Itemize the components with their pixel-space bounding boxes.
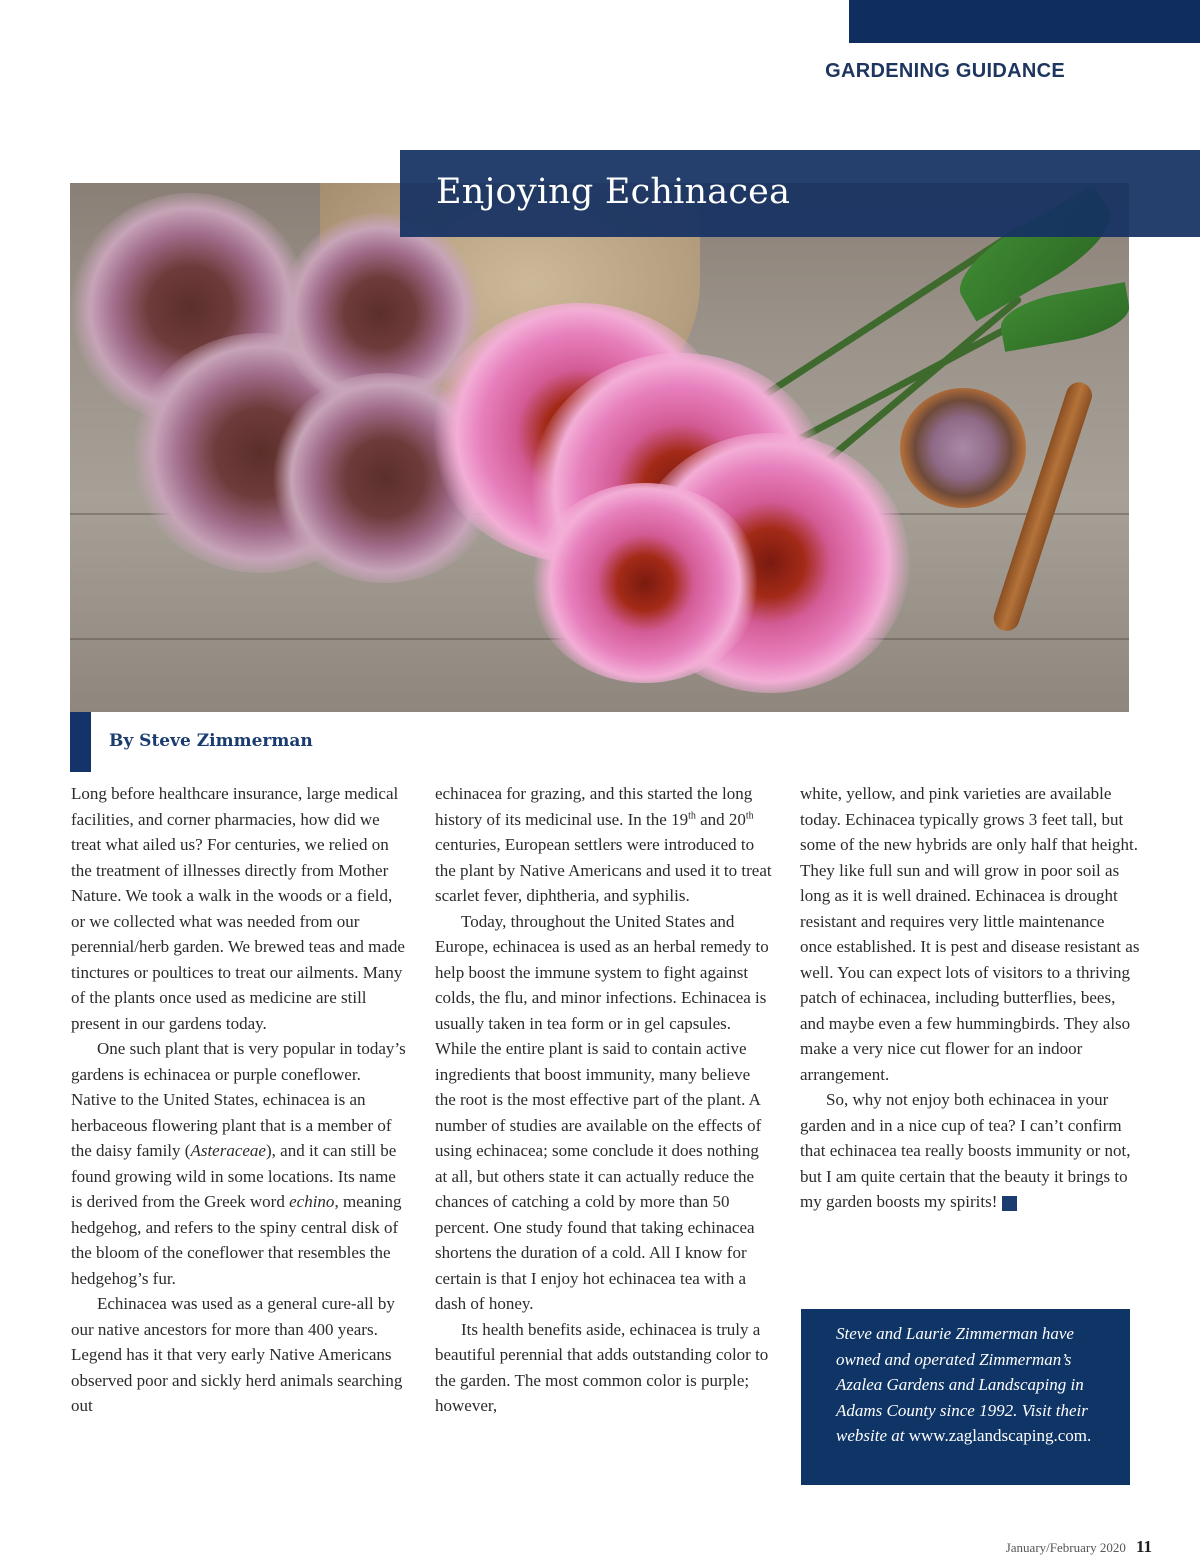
- paragraph: [71, 1036, 406, 1291]
- page-number: 11: [1135, 1537, 1152, 1556]
- text-run: So, why not enjoy both echinacea in your garden and in a nice cup of tea? I can’t confirm that echinacea tea really boosts immunity or not, but I am quite certain that the beauty it brings to my garden boosts my spirits!: [800, 1090, 1131, 1211]
- text-run: centuries, European settlers were introduced to the plant by Native Americans and used it to treat scarlet fever, diphtheria, and syphilis.: [435, 835, 772, 905]
- text-run: One such plant that is very popular in today’s gardens is echinacea or purple coneflower. Native to the United States, echinacea is an herbaceous flowering plant that is a member of the daisy family (: [71, 1039, 406, 1160]
- paragraph: Today, throughout the United States and Europe, echinacea is used as an herbal remedy to help boost the immune system to fight against colds, the flu, and minor infections. Echinacea is usually taken in tea form or in gel capsules. While the entire plant is said to contain active ingredients that boost immunity, many believe the root is the most effective part of the plant. A number of studies are available on the effects of using echinacea; some conclude it does nothing at all, but others state it can actually reduce the chances of catching a cold by more than 50 percent. One study found that taking echinacea shortens the duration of a cold. All I know for certain is that I enjoy hot echinacea tea with a dash of honey.: [435, 911, 769, 1313]
- website-link[interactable]: www.zaglandscaping.com.: [908, 1426, 1092, 1445]
- paragraph: [435, 781, 775, 909]
- author-bio-box: [801, 1309, 1130, 1485]
- paragraph: Echinacea was used as a general cure-all by our native ancestors for more than 400 years. Legend has it that very early Native Americans observed poor and sickly herd animals searching out: [71, 1294, 403, 1415]
- article-title: Enjoying Echinacea: [436, 172, 791, 212]
- text-run: echinacea for grazing, and this started the long history of its medicinal use. In the 19: [435, 784, 753, 829]
- author-bio: [836, 1321, 1101, 1449]
- issue-date: January/February 2020: [1005, 1540, 1126, 1555]
- article-column-3: [800, 781, 1140, 1215]
- byline: By Steve Zimmerman: [109, 731, 313, 751]
- page-footer: [1006, 1537, 1152, 1557]
- coneflower: [530, 483, 760, 683]
- bio-text: Steve and Laurie Zimmerman have owned and operated Zimmerman’s Azalea Gardens and Landscaping in Adams County since 1992. Visit their website at: [836, 1324, 1088, 1445]
- paragraph: white, yellow, and pink varieties are available today. Echinacea typically grows 3 feet tall, but some of the new hybrids are only half that height. They like full sun and will grow in poor soil as long as it is well drained. Echinacea is drought resistant and requires very little maintenance once established. It is pest and disease resistant as well. You can expect lots of visitors to a thriving patch of echinacea, including butterflies, bees, and maybe even a few hummingbirds. They also make a very nice cut flower for an indoor arrangement.: [800, 784, 1140, 1084]
- wooden-spoon-bowl: [900, 388, 1026, 508]
- paragraph: Its health benefits aside, echinacea is truly a beautiful perennial that adds outstanding color to the garden. The most common color is purple; however,: [435, 1319, 769, 1415]
- byline-accent-bar: [70, 712, 91, 772]
- title-band: [400, 150, 1200, 237]
- paragraph: Long before healthcare insurance, large medical facilities, and corner pharmacies, how did we treat what ailed us? For centuries, we relied on the treatment of illnesses directly from Mother Nature. We took a walk in the woods or a field, or we collected what was needed from our perennial/herb garden. We brewed teas and made tinctures or poultices to treat our ailments. Many of the plants once used as medicine are still present in our gardens today.: [71, 784, 405, 1033]
- text-run: ), and it can still be found growing wild in some locations. Its name is derived from the Greek word: [71, 1141, 397, 1211]
- latin-name: Asteraceae: [190, 1141, 266, 1160]
- end-of-article-icon: G: [1002, 1196, 1017, 1211]
- text-run: , meaning hedgehog, and refers to the spiny central disk of the bloom of the coneflower that resembles the hedgehog’s fur.: [71, 1192, 402, 1288]
- section-label: GARDENING GUIDANCE: [825, 60, 1065, 82]
- ordinal-suffix: th: [745, 809, 754, 821]
- hero-photo: [70, 183, 1129, 712]
- text-run: and 20: [695, 809, 746, 829]
- article-column-2: [435, 781, 775, 1419]
- top-accent-bar: [849, 0, 1200, 43]
- paragraph: [800, 1087, 1140, 1215]
- greek-word: echino: [289, 1192, 335, 1211]
- article-column-1: [71, 781, 406, 1419]
- ordinal-suffix: th: [688, 809, 696, 821]
